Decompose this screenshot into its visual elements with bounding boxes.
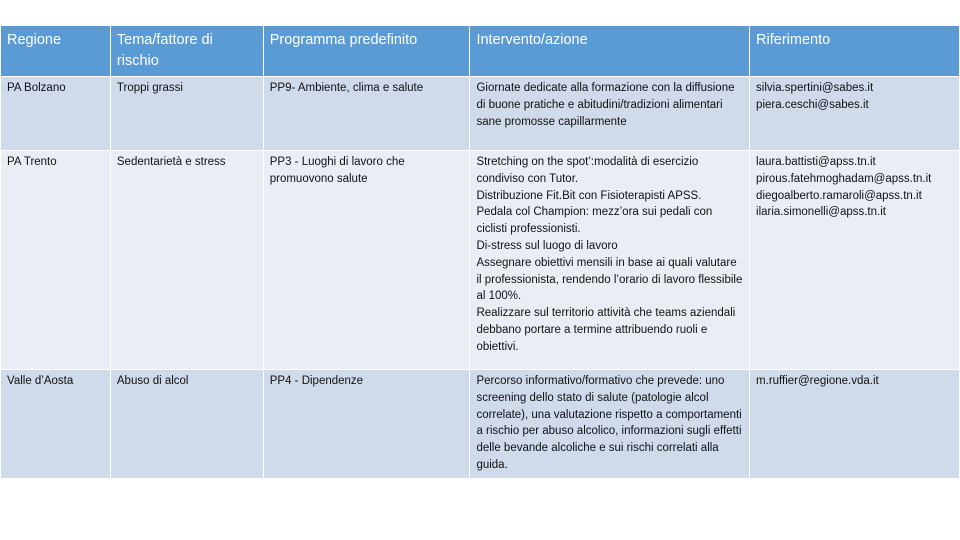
header-riferimento: Riferimento [750,26,960,77]
cell-programma: PP3 - Luoghi di lavoro che promuovono salute [263,151,470,370]
cell-programma: PP4 - Dipendenze [263,370,470,479]
cell-tema: Troppi grassi [110,77,263,151]
table-row [1,77,960,151]
cell-riferimento [750,77,960,151]
contact-email: silvia.spertini@sabes.it [756,82,874,94]
cell-tema: Sedentarietà e stress [110,151,263,370]
intervention-line: Distribuzione Fit.Bit con Fisioterapisti APSS. [476,189,702,202]
cell-tema: Abuso di alcol [110,370,263,479]
cell-intervento: Giornate dedicate alla formazione con la diffusione di buone pratiche e abitudini/tradizioni alimentari sane promosse capillarmente [470,77,750,151]
header-row [1,26,960,77]
contact-email: piera.ceschi@sabes.it [756,98,869,111]
contact-email: diegoalberto.ramaroli@apss.tn.it [756,189,922,202]
contact-email: m.ruffier@regione.vda.it [756,375,879,387]
intervention-line: Realizzare sul territorio attività che teams aziendali debbano portare a termine attribuendo ruoli e obiettivi. [476,307,736,353]
cell-intervento [470,151,750,370]
cell-intervento: Percorso informativo/formativo che prevede: uno screening dello stato di salute (patologie alcol correlate), una valutazione rispetto a comportamenti a rischio per abuso alcolico, informazioni sugli effetti delle bevande alcoliche e sui rischi correlati alla guida. [470,370,750,479]
cell-regione: Valle d’Aosta [1,370,111,479]
table-row [1,151,960,370]
contact-email: laura.battisti@apss.tn.it [756,156,876,168]
cell-programma: PP9- Ambiente, clima e salute [263,77,470,151]
regions-table [0,25,960,479]
intervention-line: Assegnare obiettivi mensili in base ai quali valutare il professionista, rendendo l’orario di lavoro flessibile al 100%. [476,256,743,303]
intervention-line: Pedala col Champion: mezz’ora sui pedali con ciclisti professionisti. [476,206,713,236]
header-tema: Tema/fattore di rischio [110,26,263,77]
cell-riferimento [750,370,960,479]
header-programma: Programma predefinito [263,26,470,77]
table-row [1,370,960,479]
header-intervento: Intervento/azione [470,26,750,77]
contact-email: pirous.fatehmoghadam@apss.tn.it [756,172,932,185]
header-regione: Regione [1,26,111,77]
cell-riferimento [750,151,960,370]
cell-regione: PA Bolzano [1,77,111,151]
intervention-line: Di-stress sul luogo di lavoro [476,239,618,252]
cell-regione: PA Trento [1,151,111,370]
contact-email: ilaria.simonelli@apss.tn.it [756,206,886,219]
intervention-line: Stretching on the spot’:modalità di esercizio condiviso con Tutor. [476,156,699,185]
